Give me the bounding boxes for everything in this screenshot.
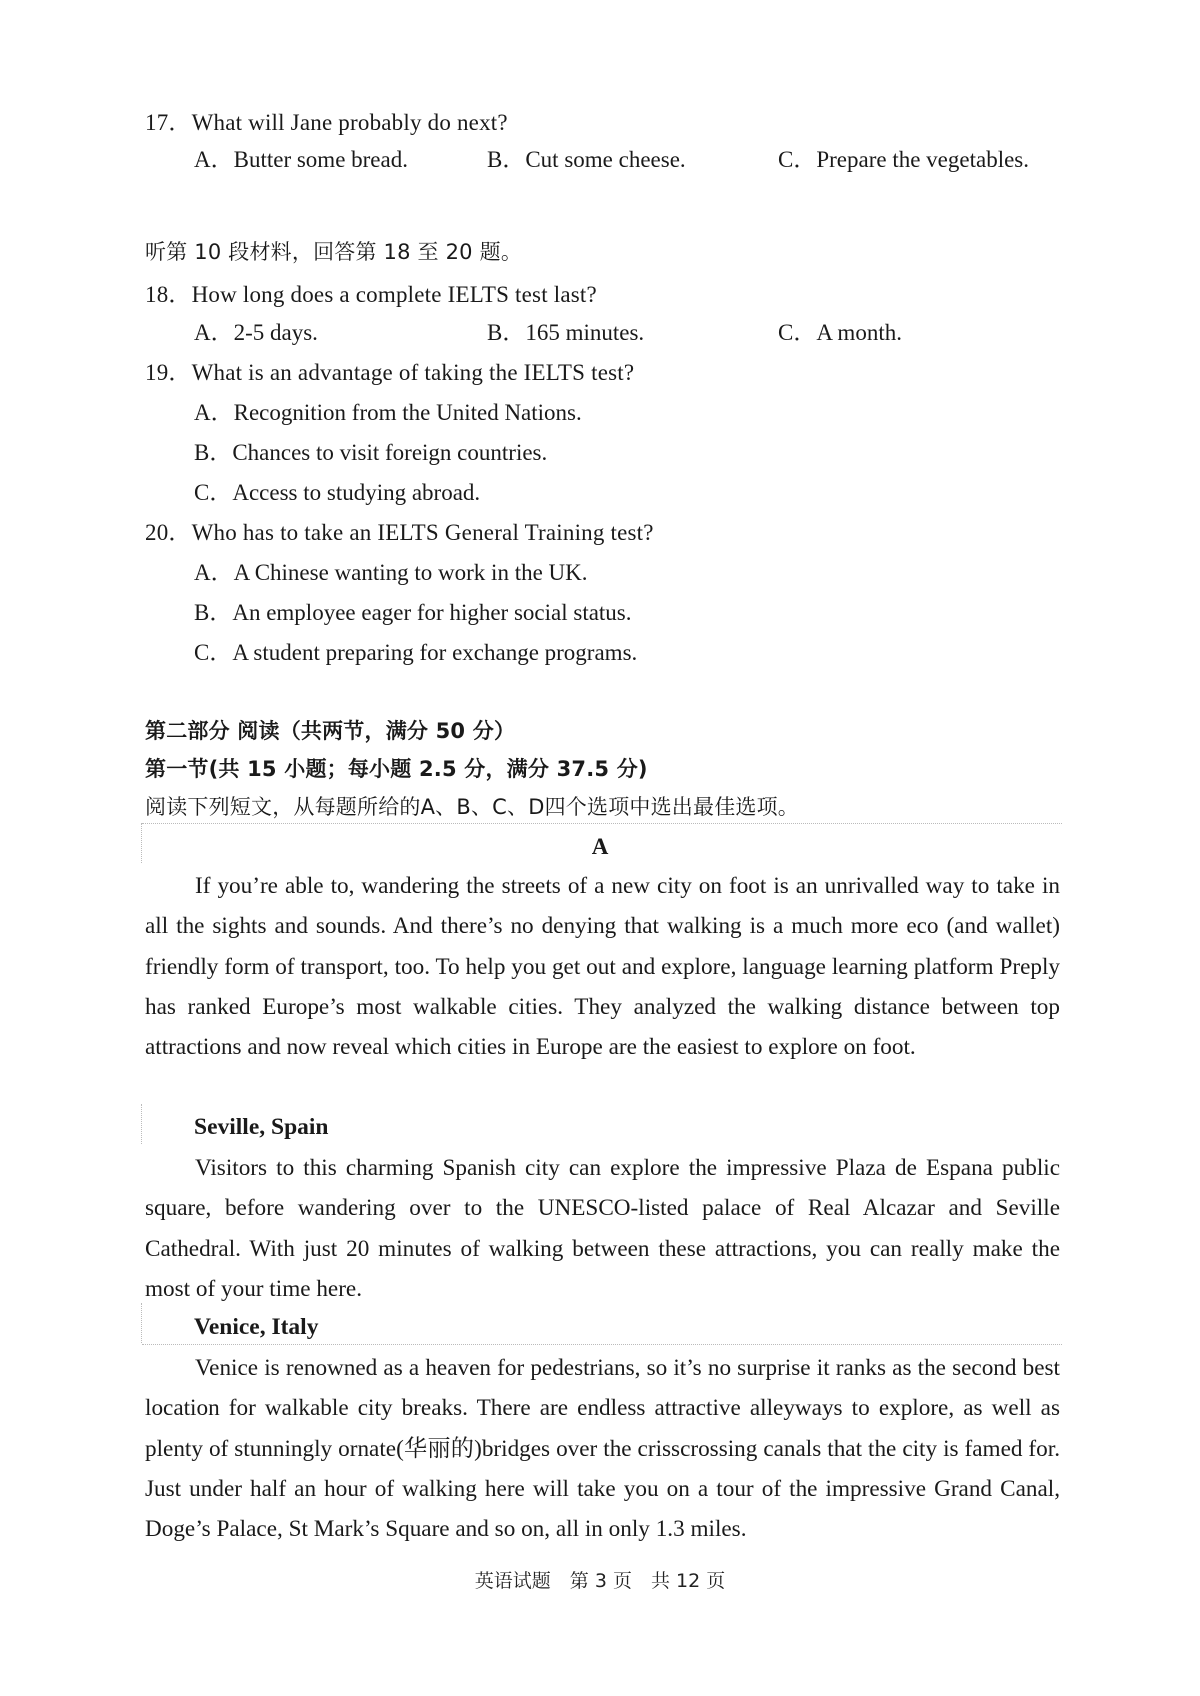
- q17-option-c: C．Prepare the vegetables.: [778, 147, 1029, 172]
- divider: [141, 1104, 142, 1144]
- q18-option-c: C．A month.: [778, 320, 902, 345]
- q19-option-b: B．Chances to visit foreign countries.: [194, 440, 548, 465]
- q20-stem: 20．Who has to take an IELTS General Training test?: [145, 520, 654, 545]
- divider: [142, 1344, 1062, 1345]
- passage-intro: If you’re able to, wandering the streets of a new city on foot is an unrivalled way to take in all the sights and sounds. And there’s no denying that walking is a much more eco (and wallet) friendly form of transport, too. To help you get out and explore, language learning platform Preply has ranked Europe’s most walkable cities. They analyzed the walking distance between top attractions and now reveal which cities in Europe are the easiest to explore on foot.: [145, 873, 1060, 1061]
- page-footer: 英语试题 第 3 页 共 12 页: [474, 1570, 726, 1592]
- q17-option-b: B．Cut some cheese.: [487, 147, 686, 172]
- q20-option-a: A．A Chinese wanting to work in the UK.: [194, 560, 588, 585]
- q17-stem: 17．What will Jane probably do next?: [145, 110, 508, 135]
- venice-paragraph: Venice is renowned as a heaven for pedestrians, so it’s no surprise it ranks as the second best location for walkable city breaks. There are endless attractive alleyways to explore, as well as plenty of stunningly ornate(华丽的)bridges over the crisscrossing canals that the city is famed for. Just under half an hour of walking here will take you on a tour of the impressive Grand Canal, Doge’s Palace, St Mark’s Square and so on, all in only 1.3 miles.: [145, 1355, 1060, 1543]
- q18-option-a: A．2-5 days.: [194, 320, 318, 345]
- part2-title: 第二部分 阅读（共两节，满分 50 分）: [145, 719, 516, 743]
- q18-stem: 18．How long does a complete IELTS test last?: [145, 282, 597, 307]
- q19-stem: 19．What is an advantage of taking the IELTS test?: [145, 360, 635, 385]
- part2-section1-title: 第一节(共 15 小题；每小题 2.5 分，满分 37.5 分): [145, 757, 648, 781]
- passage-letter: A: [591, 834, 609, 859]
- q18-option-b: B．165 minutes.: [487, 320, 645, 345]
- venice-heading: Venice, Italy: [194, 1314, 319, 1340]
- divider: [141, 1303, 142, 1343]
- q19-option-a: A．Recognition from the United Nations.: [194, 400, 582, 425]
- divider: [142, 823, 1062, 824]
- q17-option-a: A．Butter some bread.: [194, 147, 408, 172]
- seville-heading: Seville, Spain: [194, 1114, 329, 1140]
- q19-option-c: C．Access to studying abroad.: [194, 480, 481, 505]
- listening-section-note: 听第 10 段材料，回答第 18 至 20 题。: [145, 240, 523, 264]
- seville-paragraph: Visitors to this charming Spanish city can explore the impressive Plaza de Espana public square, before wandering over to the UNESCO-listed palace of Real Alcazar and Seville Cathedral. With just 20 minutes of walking between these attractions, you can really make the most of your time here.: [145, 1155, 1060, 1302]
- q20-option-b: B．An employee eager for higher social status.: [194, 600, 632, 625]
- q20-option-c: C．A student preparing for exchange programs.: [194, 640, 638, 665]
- reading-instruction: 阅读下列短文，从每题所给的A、B、C、D四个选项中选出最佳选项。: [145, 795, 800, 819]
